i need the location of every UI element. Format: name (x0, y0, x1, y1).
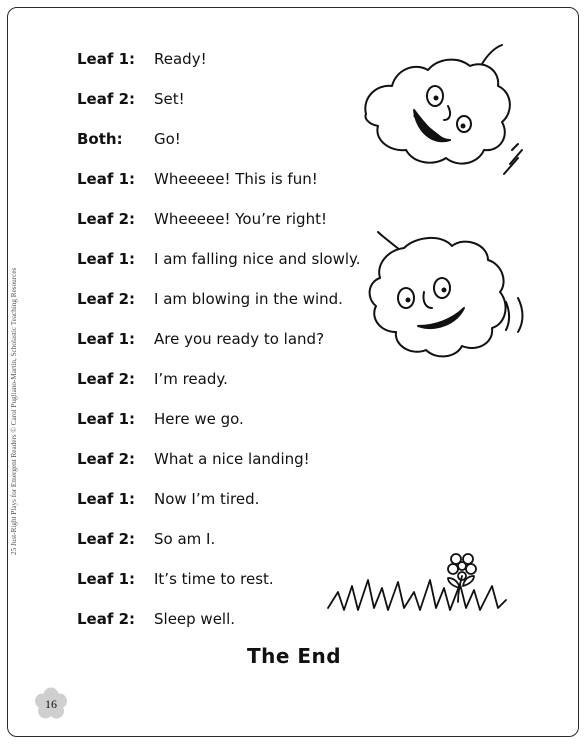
script-line (77, 447, 377, 471)
speaker-label: Leaf 2: (77, 450, 136, 468)
script-line (77, 487, 377, 511)
speaker-label: Leaf 1: (77, 490, 136, 508)
speech-text: I am blowing in the wind. (154, 290, 343, 308)
leaf-two-illustration (360, 228, 535, 368)
speaker-label: Leaf 1: (77, 50, 136, 68)
script-line (77, 327, 377, 351)
script-line (77, 367, 377, 391)
speech-text: Set! (154, 90, 185, 108)
speaker-label: Leaf 1: (77, 570, 136, 588)
speaker-label: Leaf 1: (77, 250, 136, 268)
speaker-label: Both: (77, 130, 123, 148)
grass-flower-illustration (322, 540, 512, 620)
speaker-label: Leaf 1: (77, 170, 136, 188)
speaker-label: Leaf 2: (77, 530, 136, 548)
script-line (77, 127, 377, 151)
speech-text: Here we go. (154, 410, 244, 428)
script-line (77, 87, 377, 111)
script-line (77, 287, 377, 311)
speaker-label: Leaf 2: (77, 90, 136, 108)
speech-text: Are you ready to land? (154, 330, 325, 348)
speech-text: Ready! (154, 50, 207, 68)
leaf-one-illustration (352, 40, 532, 180)
script-line (77, 167, 377, 191)
speech-text: Wheeeee! You’re right! (154, 210, 327, 228)
page-number: 16 (45, 697, 57, 711)
script-line (77, 47, 377, 71)
the-end-heading: The End (246, 644, 342, 668)
speaker-label: Leaf 2: (77, 370, 136, 388)
speaker-label: Leaf 1: (77, 330, 136, 348)
speech-text: Now I’m tired. (154, 490, 260, 508)
speech-text: Sleep well. (154, 610, 236, 628)
speech-text: Go! (154, 130, 181, 148)
speech-text: So am I. (154, 530, 216, 548)
script-line (77, 207, 377, 231)
speaker-label: Leaf 2: (77, 290, 136, 308)
script-line (77, 247, 377, 271)
speaker-label: Leaf 2: (77, 610, 136, 628)
script-line (77, 407, 377, 431)
speaker-label: Leaf 2: (77, 210, 136, 228)
speech-text: What a nice landing! (154, 450, 310, 468)
speech-text: I’m ready. (154, 370, 228, 388)
copyright-credit: 25 Just-Right Plays for Emergent Readers © Carol Pugliano-Martin, Scholastic Teaching Resources (10, 267, 18, 555)
page-number-badge (33, 686, 69, 722)
speech-text: It’s time to rest. (154, 570, 274, 588)
speech-text: Wheeeee! This is fun! (154, 170, 318, 188)
speaker-label: Leaf 1: (77, 410, 136, 428)
speech-text: I am falling nice and slowly. (154, 250, 361, 268)
